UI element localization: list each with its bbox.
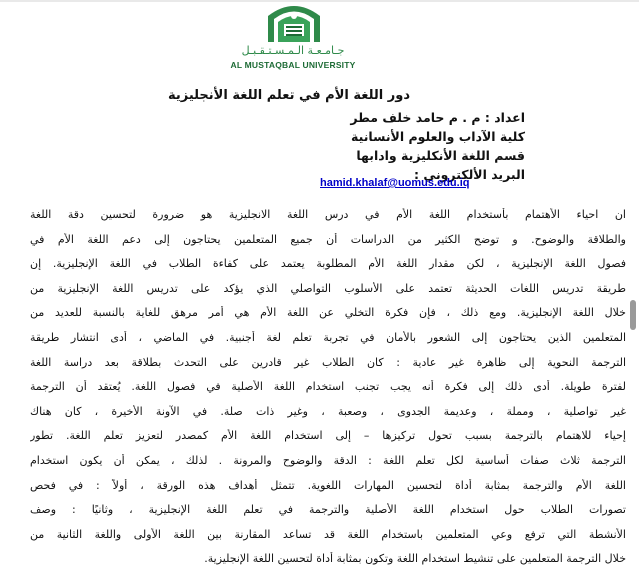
body-line: خلال الترجمة المتعلمين على تنشيط استخدام اللغة وتكون بمثابة أداة لتحسين اللغة الإنجليزية. <box>204 552 626 566</box>
body-line: إحياء للاهتمام بالترجمة بسبب تحول تركيزها – إلى استخدام اللغة الأم كمصدر لتعزيز تعلم اللغة. تطور <box>30 429 626 443</box>
logo-english-text: AL MUSTAQBAL UNIVERSITY <box>230 60 356 70</box>
body-line: فصول اللغة الإنجليزية ، لكن مقدار اللغة الأم المطلوبة يعتمد على كفاءة الطلاب في اللغة الإنجليزية. إن <box>30 257 626 271</box>
author-prepared-by: اعداد : م . م حامد خلف مطر <box>350 110 525 125</box>
body-line: طريقة تدريس اللغات الحديثة تعتمد على الأسلوب التواصلي الذي يؤكد على تدريس اللغة الإنجليزية من <box>30 281 626 295</box>
university-logo <box>218 2 388 76</box>
body-line: تصورات الطلاب حول استخدام اللغة الأصلية والترجمة في تعلم اللغة الإنجليزية ، وثانيًا : وصف <box>30 503 626 517</box>
body-line: الترجمة ثلاث صفات أساسية لكل تعلم اللغة : الدقة والوضوح والمرونة . لذلك ، يمكن أن يكون استخدام <box>30 454 626 467</box>
body-line: لفترة طويلة. أدى ذلك إلى فكرة أنه يجب تجنب استخدام اللغة الأصلية في فصول اللغة. يُعتقد أن الترجمة <box>30 380 626 394</box>
body-line: والطلاقة والوضوح. و توضح الكثير من الدراسات أن جميع المتعلمين يحتاجون إلى دعم اللغة الأم في <box>30 232 626 246</box>
body-line: غير تواصلية ، ومملة ، وعديمة الجدوى ، وصعبة ، وغير ذات صلة. في الآونة الأخيرة ، كان هناك <box>30 404 626 418</box>
author-department: قسم اللغة الأنكليزية وادابها <box>356 148 525 163</box>
university-emblem-icon <box>262 2 326 42</box>
body-line: خلال اللغة الإنجليزية. ومع ذلك ، فإن فكرة التخلي عن اللغة الأم هي أمر مرهق للغاية بالنسبة للعديد من <box>30 306 626 320</box>
logo-arabic-text: جـامـعـة الـمـسـتـقـبـل <box>241 44 345 57</box>
body-line: الأنشطة التي ترفع وعي المتعلمين باستخدام اللغة قد تساعد المقارنة بين اللغة الأولى واللغة الثانية من <box>30 527 626 541</box>
scrollbar-thumb[interactable] <box>630 300 636 330</box>
body-line: المتعلمين الذين يحتاجون إلى الشعور بالأمان في تجربة تعلم لغة أجنبية. في الماضي ، أدى انتشار طريقة <box>30 331 626 344</box>
email-row <box>320 171 528 190</box>
document-title: دور اللغة الأم في تعلم اللغة الأنجليزية <box>167 88 410 103</box>
body-line: ان احياء الأهتمام بأستخدام اللغة الأم في درس اللغة الانجليزية هو ضرورة لتحسين دقة اللغة <box>30 208 626 221</box>
body-line: اللغة الأم والترجمة بمثابة أداة لتحسين المهارات اللغوية. تتمثل أهداف هذه الورقة ، أولاً : في فحص <box>30 478 626 492</box>
author-college: كلية الآداب والعلوم الأنسانية <box>351 129 525 144</box>
email-link[interactable]: hamid.khalaf@uomus.edu.iq <box>320 177 470 189</box>
email-label: البريد الألكتروني : <box>413 167 525 182</box>
body-line: الترجمة النحوية إلى ظاهرة غير عادية : كان الطلاب غير قادرين على التحدث بطلاقة بعد دراسة اللغة <box>30 355 626 369</box>
